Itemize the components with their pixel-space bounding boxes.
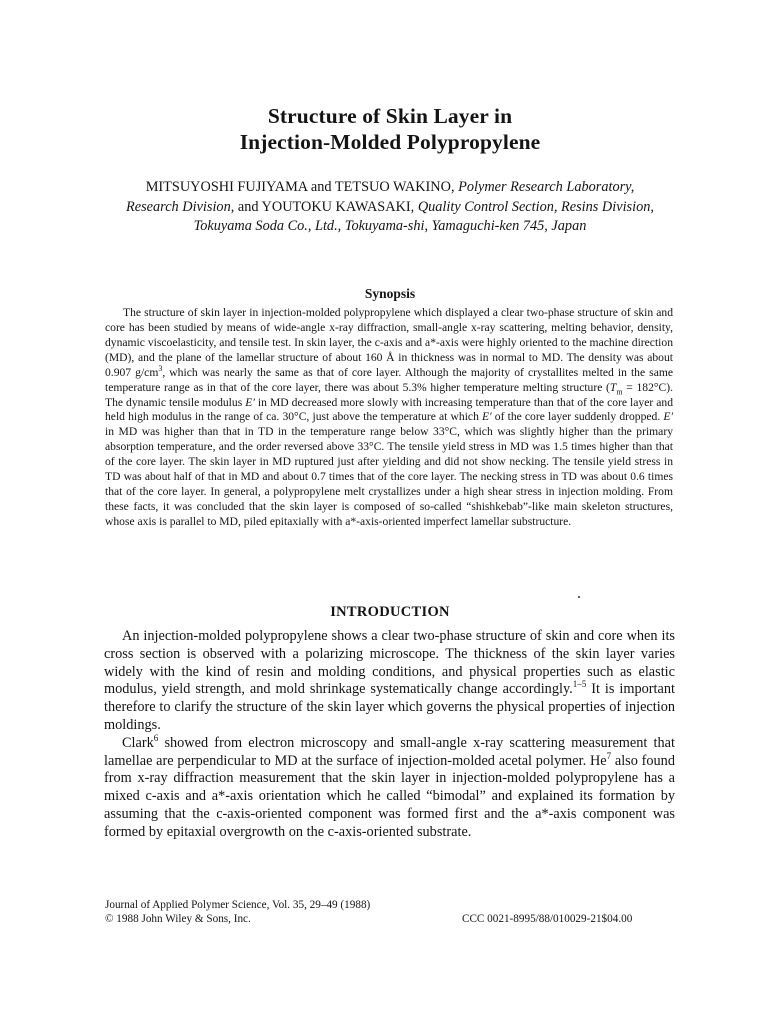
synopsis-part: The structure of skin layer in injection-molded polypropylene which displayed a clear two-phase structure of skin and core has been studied by means of wide-angle x-ray diffraction, small-angle x-ray scattering, melting behavior, density, dynamic viscoelasticity, and tensile test. In skin layer, the c-axis and a*-axis were highly oriented to the machine direction (MD), and the plane of the lamellar structure of about 160 Å in thickness was in normal to MD. The density was about 0.907 g/cm — [105, 306, 673, 379]
reference-superscript: 6 — [153, 733, 159, 744]
paragraph — [104, 735, 675, 842]
superscript: 3 — [158, 363, 163, 373]
affiliation-1: Polymer Research Laboratory, Research Division, — [126, 179, 635, 215]
title-line-1: Structure of Skin Layer in — [267, 104, 513, 128]
journal-footer — [105, 899, 370, 926]
subscript: m — [616, 386, 623, 396]
affiliation-2: Quality Control Section, Resins Division, Tokuyama Soda Co., Ltd., Tokuyama-shi, Yamaguchi-ken 745, Japan — [193, 198, 654, 234]
ccc-code: CCC 0021-8995/88/010029-21$04.00 — [462, 913, 633, 925]
author-block — [120, 178, 660, 237]
synopsis-part: in MD decreased more slowly with increasing temperature than that of the core layer and held high modulus in the range of ca. 30°C, just above the temperature at which — [105, 395, 673, 424]
author-names-1: MITSUYOSHI FUJIYAMA and TETSUO WAKINO, — [145, 179, 459, 195]
paragraph-text: It is important therefore to clarify the structure of the skin layer which governs the physical properties of injection moldings. — [104, 681, 675, 733]
synopsis-part: of the core layer suddenly dropped. — [491, 410, 664, 424]
symbol-e-prime: E′ — [482, 410, 492, 424]
reference-superscript: 1–5 — [572, 679, 587, 690]
paragraph-text: showed from electron microscopy and small-angle x-ray scattering measurement that lamellae are perpendicular to MD at the surface of injection-molded acetal polymer. He — [104, 734, 675, 769]
synopsis-text — [105, 306, 673, 530]
paragraph — [104, 628, 675, 735]
paragraph-text: also found from x-ray diffraction measurement that the skin layer in injection-molded polypropylene has a mixed c-axis and a*-axis orientation which he called “bimodal” and explained its formation by assuming that the c-axis-oriented component was formed first and the a*-axis component was formed by epitaxial overgrowth on the c-axis-oriented substrate. — [104, 752, 675, 840]
paper-title — [100, 103, 680, 155]
symbol-tm: T — [609, 380, 617, 394]
synopsis-part: = 182°C). The dynamic tensile modulus — [105, 380, 673, 409]
print-speck — [578, 596, 580, 598]
introduction-body — [104, 628, 675, 842]
author-names-2: and YOUTOKU KAWASAKI, — [234, 198, 418, 215]
reference-superscript: 7 — [606, 750, 612, 761]
symbol-e-prime: E′ — [663, 410, 673, 424]
copyright-line: © 1988 John Wiley & Sons, Inc. — [105, 912, 251, 925]
synopsis-part: , which was nearly the same as that of core layer. Although the majority of crystallites melted in the same temperature range as in that of the core layer, there was about 5.3% higher temperature melting structure ( — [105, 365, 673, 394]
synopsis-heading: Synopsis — [364, 286, 416, 301]
paragraph-text: Clark — [122, 734, 154, 751]
title-line-2: Injection-Molded Polypropylene — [239, 130, 541, 154]
introduction-heading: INTRODUCTION — [330, 604, 450, 620]
paragraph-text: An injection-molded polypropylene shows a clear two-phase structure of skin and core when its cross section is observed with a polarizing microscope. The thickness of the skin layer varies widely with the kind of resin and molding conditions, and physical properties such as elastic modulus, yield strength, and mold shrinkage systematically change accordingly. — [104, 628, 675, 698]
symbol-e-prime: E′ — [245, 395, 255, 409]
synopsis-part: in MD was higher than that in TD in the temperature range below 33°C, which was slightly higher than the primary absorption temperature, and the order reversed above 33°C. The tensile yield stress in MD was 1.5 times higher than that of the core layer. The skin layer in MD ruptured just after yielding and did not show necking. The tensile yield stress in TD was about half of that in MD and about 0.7 times that of the core layer. The necking stress in TD was about 0.6 times that of the core layer. In general, a polypropylene melt crystallizes under a high shear stress in injection molding. From these facts, it was concluded that the skin layer is composed of so-called “shishkebab”-like main skeleton structures, whose axis is parallel to MD, piled epitaxially with a*-axis-oriented imperfect lamellar substructure. — [105, 425, 673, 528]
journal-citation: Journal of Applied Polymer Science, Vol. 35, 29–49 (1988) — [105, 899, 371, 911]
